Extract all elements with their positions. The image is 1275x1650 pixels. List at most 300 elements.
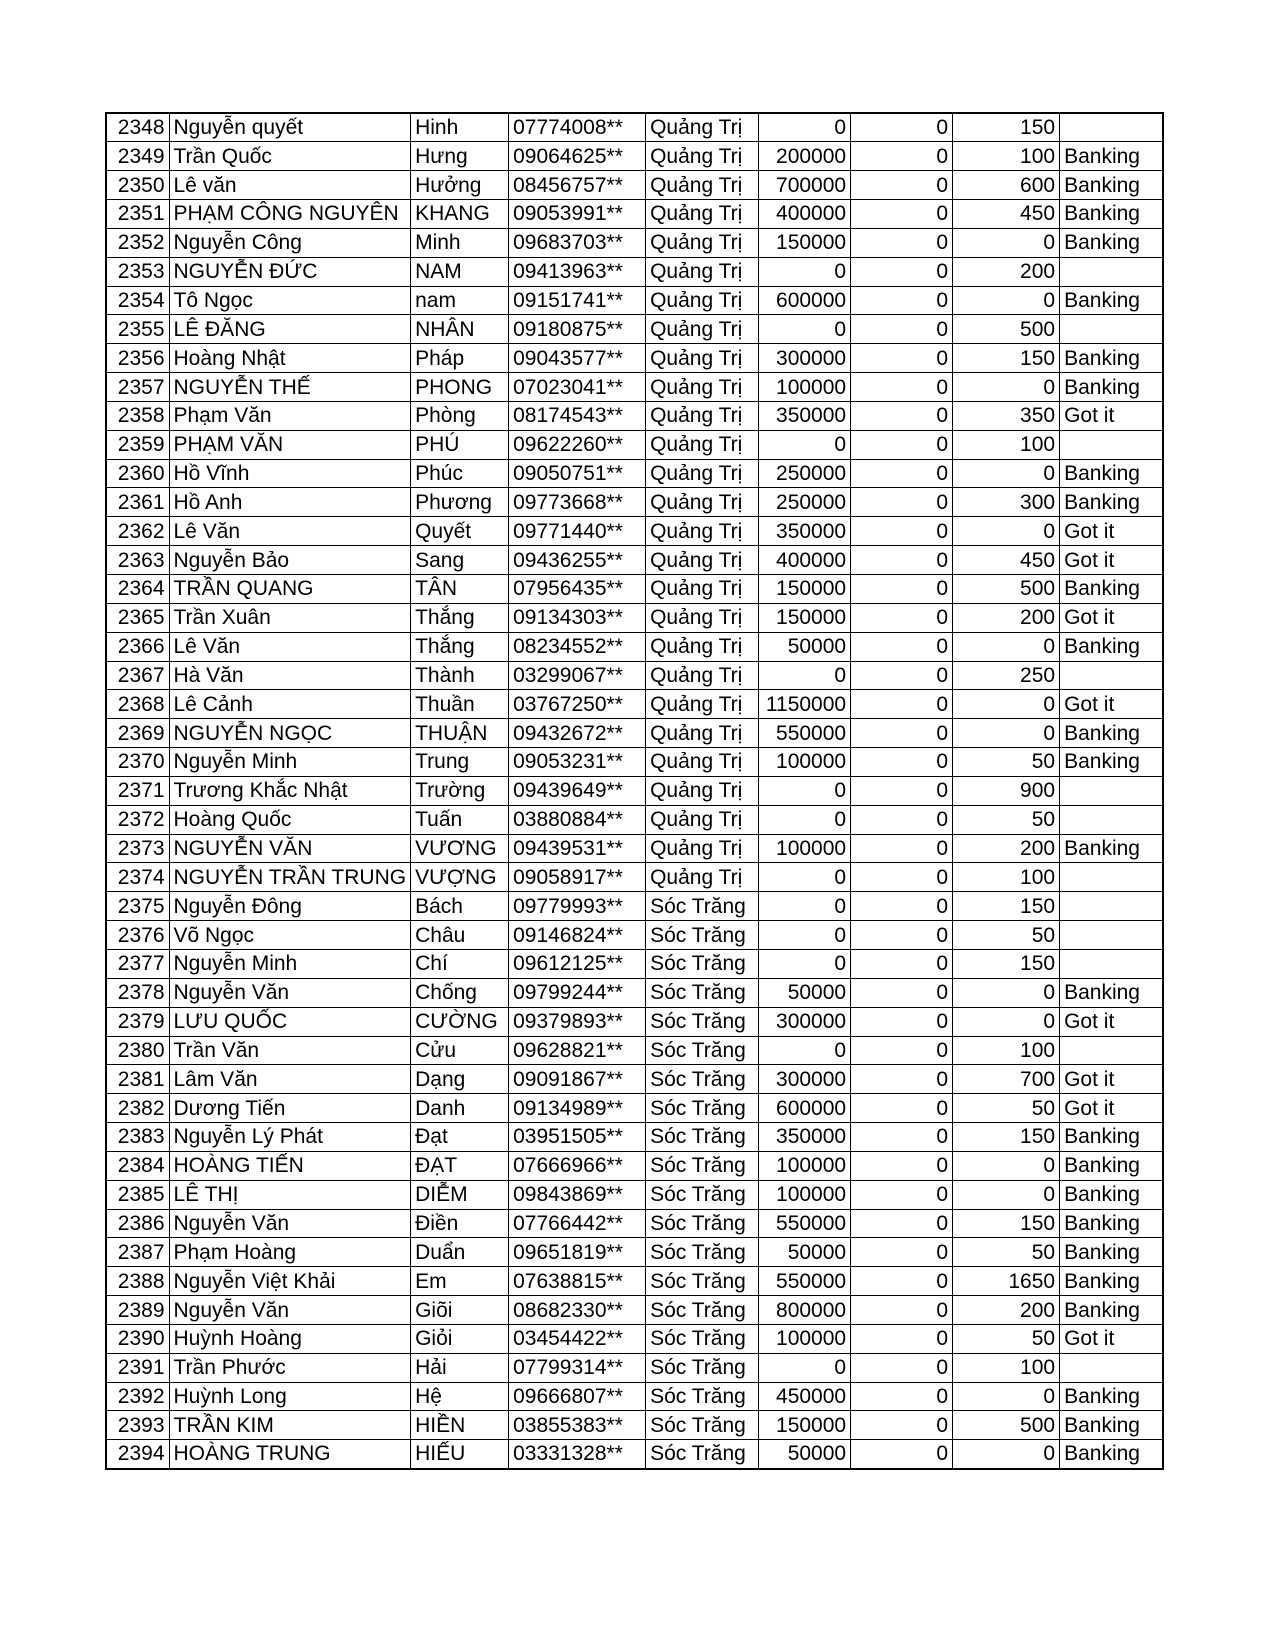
cell-given-name: NAM xyxy=(411,257,509,286)
cell-surname: Lê Văn xyxy=(169,517,411,546)
cell-points: 50 xyxy=(953,921,1060,950)
cell-id: 2352 xyxy=(106,228,169,257)
cell-phone: 09773668** xyxy=(509,488,646,517)
cell-points: 200 xyxy=(953,1296,1060,1325)
cell-amount: 0 xyxy=(759,776,851,805)
cell-phone: 09843869** xyxy=(509,1180,646,1209)
cell-method xyxy=(1060,1036,1163,1065)
cell-amount: 0 xyxy=(759,257,851,286)
cell-id: 2368 xyxy=(106,690,169,719)
cell-amount: 400000 xyxy=(759,200,851,229)
table-row xyxy=(106,113,1163,142)
cell-zero: 0 xyxy=(851,748,953,777)
cell-points: 0 xyxy=(953,459,1060,488)
cell-amount: 150000 xyxy=(759,575,851,604)
table-row xyxy=(106,949,1163,978)
cell-method: Got it xyxy=(1060,690,1163,719)
cell-method xyxy=(1060,1353,1163,1382)
cell-amount: 800000 xyxy=(759,1296,851,1325)
cell-province: Quảng Trị xyxy=(646,834,759,863)
table-row xyxy=(106,1007,1163,1036)
cell-surname: LÊ THỊ xyxy=(169,1180,411,1209)
cell-province: Sóc Trăng xyxy=(646,1007,759,1036)
cell-province: Sóc Trăng xyxy=(646,1296,759,1325)
cell-id: 2358 xyxy=(106,401,169,430)
cell-amount: 50000 xyxy=(759,978,851,1007)
cell-method: Got it xyxy=(1060,546,1163,575)
cell-amount: 550000 xyxy=(759,1267,851,1296)
cell-given-name: Phương xyxy=(411,488,509,517)
cell-points: 500 xyxy=(953,1411,1060,1440)
cell-zero: 0 xyxy=(851,373,953,402)
cell-method: Banking xyxy=(1060,228,1163,257)
cell-given-name: Hưng xyxy=(411,142,509,171)
cell-amount: 0 xyxy=(759,892,851,921)
cell-given-name: Phúc xyxy=(411,459,509,488)
cell-phone: 07799314** xyxy=(509,1353,646,1382)
cell-given-name: Hưởng xyxy=(411,171,509,200)
table-row xyxy=(106,1440,1163,1469)
cell-amount: 250000 xyxy=(759,488,851,517)
cell-province: Sóc Trăng xyxy=(646,978,759,1007)
cell-points: 0 xyxy=(953,978,1060,1007)
cell-province: Quảng Trị xyxy=(646,344,759,373)
cell-surname: Võ Ngọc xyxy=(169,921,411,950)
cell-surname: LÊ ĐĂNG xyxy=(169,315,411,344)
cell-surname: Huỳnh Hoàng xyxy=(169,1324,411,1353)
cell-id: 2391 xyxy=(106,1353,169,1382)
cell-id: 2390 xyxy=(106,1324,169,1353)
cell-amount: 300000 xyxy=(759,344,851,373)
cell-province: Quảng Trị xyxy=(646,546,759,575)
cell-points: 100 xyxy=(953,863,1060,892)
cell-province: Quảng Trị xyxy=(646,661,759,690)
cell-given-name: DIỄM xyxy=(411,1180,509,1209)
cell-points: 50 xyxy=(953,1094,1060,1123)
cell-surname: Trần Văn xyxy=(169,1036,411,1065)
cell-amount: 150000 xyxy=(759,603,851,632)
cell-points: 200 xyxy=(953,257,1060,286)
table-row xyxy=(106,1238,1163,1267)
cell-method xyxy=(1060,949,1163,978)
cell-zero: 0 xyxy=(851,113,953,142)
cell-method: Banking xyxy=(1060,1382,1163,1411)
table-row xyxy=(106,632,1163,661)
table-row xyxy=(106,1065,1163,1094)
cell-amount: 250000 xyxy=(759,459,851,488)
cell-zero: 0 xyxy=(851,690,953,719)
cell-given-name: Thuần xyxy=(411,690,509,719)
cell-given-name: PHONG xyxy=(411,373,509,402)
cell-surname: NGUYỄN VĂN xyxy=(169,834,411,863)
cell-given-name: Điền xyxy=(411,1209,509,1238)
cell-points: 700 xyxy=(953,1065,1060,1094)
cell-surname: Huỳnh Long xyxy=(169,1382,411,1411)
cell-method xyxy=(1060,805,1163,834)
cell-phone: 09612125** xyxy=(509,949,646,978)
cell-method: Banking xyxy=(1060,1411,1163,1440)
cell-zero: 0 xyxy=(851,661,953,690)
cell-surname: Trương Khắc Nhật xyxy=(169,776,411,805)
cell-phone: 09134303** xyxy=(509,603,646,632)
cell-zero: 0 xyxy=(851,1036,953,1065)
cell-given-name: Tuấn xyxy=(411,805,509,834)
cell-points: 0 xyxy=(953,1440,1060,1469)
cell-points: 50 xyxy=(953,748,1060,777)
cell-id: 2355 xyxy=(106,315,169,344)
table-row xyxy=(106,1324,1163,1353)
cell-zero: 0 xyxy=(851,344,953,373)
table-row xyxy=(106,661,1163,690)
cell-method: Banking xyxy=(1060,748,1163,777)
cell-province: Quảng Trị xyxy=(646,719,759,748)
cell-surname: TRẦN QUANG xyxy=(169,575,411,604)
cell-province: Sóc Trăng xyxy=(646,1151,759,1180)
cell-given-name: Sang xyxy=(411,546,509,575)
table-row xyxy=(106,171,1163,200)
cell-surname: Trần Phước xyxy=(169,1353,411,1382)
cell-surname: Hồ Vĩnh xyxy=(169,459,411,488)
cell-province: Quảng Trị xyxy=(646,459,759,488)
table-row xyxy=(106,430,1163,459)
cell-given-name: ĐẠT xyxy=(411,1151,509,1180)
table-row xyxy=(106,1353,1163,1382)
cell-zero: 0 xyxy=(851,1324,953,1353)
cell-given-name: Phòng xyxy=(411,401,509,430)
cell-amount: 0 xyxy=(759,113,851,142)
cell-given-name: CƯỜNG xyxy=(411,1007,509,1036)
cell-zero: 0 xyxy=(851,921,953,950)
cell-province: Quảng Trị xyxy=(646,142,759,171)
cell-province: Quảng Trị xyxy=(646,748,759,777)
table-row xyxy=(106,488,1163,517)
cell-phone: 09436255** xyxy=(509,546,646,575)
cell-id: 2387 xyxy=(106,1238,169,1267)
table-row xyxy=(106,892,1163,921)
cell-phone: 03951505** xyxy=(509,1123,646,1152)
cell-points: 100 xyxy=(953,142,1060,171)
table-row xyxy=(106,401,1163,430)
cell-points: 0 xyxy=(953,1382,1060,1411)
table-row xyxy=(106,1267,1163,1296)
cell-zero: 0 xyxy=(851,863,953,892)
cell-given-name: Dạng xyxy=(411,1065,509,1094)
cell-surname: Nguyễn quyết xyxy=(169,113,411,142)
cell-method xyxy=(1060,661,1163,690)
cell-points: 0 xyxy=(953,286,1060,315)
cell-phone: 03855383** xyxy=(509,1411,646,1440)
cell-given-name: PHÚ xyxy=(411,430,509,459)
cell-zero: 0 xyxy=(851,286,953,315)
cell-points: 1650 xyxy=(953,1267,1060,1296)
cell-amount: 100000 xyxy=(759,748,851,777)
cell-points: 0 xyxy=(953,632,1060,661)
table-row xyxy=(106,1411,1163,1440)
cell-id: 2374 xyxy=(106,863,169,892)
cell-surname: Nguyễn Việt Khải xyxy=(169,1267,411,1296)
cell-surname: Nguyễn Văn xyxy=(169,1209,411,1238)
cell-method: Banking xyxy=(1060,1209,1163,1238)
table-row xyxy=(106,315,1163,344)
cell-province: Quảng Trị xyxy=(646,430,759,459)
cell-id: 2356 xyxy=(106,344,169,373)
cell-phone: 07666966** xyxy=(509,1151,646,1180)
cell-id: 2394 xyxy=(106,1440,169,1469)
cell-method: Banking xyxy=(1060,488,1163,517)
cell-zero: 0 xyxy=(851,142,953,171)
table-row xyxy=(106,719,1163,748)
cell-zero: 0 xyxy=(851,1296,953,1325)
cell-province: Quảng Trị xyxy=(646,603,759,632)
cell-id: 2382 xyxy=(106,1094,169,1123)
cell-method: Banking xyxy=(1060,1123,1163,1152)
cell-province: Quảng Trị xyxy=(646,286,759,315)
cell-province: Sóc Trăng xyxy=(646,1094,759,1123)
cell-id: 2351 xyxy=(106,200,169,229)
cell-given-name: NHÂN xyxy=(411,315,509,344)
cell-method: Banking xyxy=(1060,632,1163,661)
cell-given-name: nam xyxy=(411,286,509,315)
cell-amount: 350000 xyxy=(759,517,851,546)
cell-amount: 350000 xyxy=(759,401,851,430)
cell-id: 2388 xyxy=(106,1267,169,1296)
cell-id: 2371 xyxy=(106,776,169,805)
cell-given-name: Danh xyxy=(411,1094,509,1123)
cell-phone: 09651819** xyxy=(509,1238,646,1267)
cell-id: 2369 xyxy=(106,719,169,748)
cell-phone: 07638815** xyxy=(509,1267,646,1296)
cell-province: Sóc Trăng xyxy=(646,1382,759,1411)
cell-phone: 09779993** xyxy=(509,892,646,921)
cell-points: 250 xyxy=(953,661,1060,690)
cell-province: Sóc Trăng xyxy=(646,1440,759,1469)
cell-points: 200 xyxy=(953,834,1060,863)
cell-method: Banking xyxy=(1060,978,1163,1007)
cell-method: Banking xyxy=(1060,719,1163,748)
table-row xyxy=(106,1180,1163,1209)
cell-surname: LƯU QUỐC xyxy=(169,1007,411,1036)
table-row xyxy=(106,459,1163,488)
cell-province: Quảng Trị xyxy=(646,863,759,892)
cell-method: Banking xyxy=(1060,344,1163,373)
table-row xyxy=(106,748,1163,777)
cell-zero: 0 xyxy=(851,546,953,575)
cell-points: 100 xyxy=(953,1036,1060,1065)
cell-zero: 0 xyxy=(851,1267,953,1296)
cell-zero: 0 xyxy=(851,171,953,200)
cell-points: 0 xyxy=(953,719,1060,748)
cell-surname: Hà Văn xyxy=(169,661,411,690)
cell-amount: 0 xyxy=(759,1353,851,1382)
cell-id: 2366 xyxy=(106,632,169,661)
cell-province: Sóc Trăng xyxy=(646,1324,759,1353)
cell-phone: 09622260** xyxy=(509,430,646,459)
cell-phone: 09683703** xyxy=(509,228,646,257)
cell-phone: 09146824** xyxy=(509,921,646,950)
cell-given-name: Thắng xyxy=(411,632,509,661)
cell-points: 150 xyxy=(953,113,1060,142)
cell-id: 2384 xyxy=(106,1151,169,1180)
cell-amount: 400000 xyxy=(759,546,851,575)
cell-method: Got it xyxy=(1060,1094,1163,1123)
cell-phone: 09091867** xyxy=(509,1065,646,1094)
cell-province: Sóc Trăng xyxy=(646,1036,759,1065)
cell-phone: 09180875** xyxy=(509,315,646,344)
cell-phone: 09053231** xyxy=(509,748,646,777)
table-row xyxy=(106,1036,1163,1065)
cell-surname: Lê Cảnh xyxy=(169,690,411,719)
cell-points: 900 xyxy=(953,776,1060,805)
cell-method: Banking xyxy=(1060,1180,1163,1209)
cell-province: Quảng Trị xyxy=(646,690,759,719)
table-row xyxy=(106,373,1163,402)
cell-method: Banking xyxy=(1060,200,1163,229)
cell-phone: 03299067** xyxy=(509,661,646,690)
cell-given-name: Bách xyxy=(411,892,509,921)
cell-surname: Hồ Anh xyxy=(169,488,411,517)
cell-method: Banking xyxy=(1060,171,1163,200)
cell-phone: 09058917** xyxy=(509,863,646,892)
cell-province: Sóc Trăng xyxy=(646,1065,759,1094)
cell-zero: 0 xyxy=(851,776,953,805)
table-row xyxy=(106,603,1163,632)
cell-points: 0 xyxy=(953,1007,1060,1036)
cell-amount: 200000 xyxy=(759,142,851,171)
cell-surname: Nguyễn Bảo xyxy=(169,546,411,575)
cell-id: 2372 xyxy=(106,805,169,834)
cell-surname: Trần Xuân xyxy=(169,603,411,632)
cell-surname: Lê Văn xyxy=(169,632,411,661)
cell-given-name: VƯƠNG xyxy=(411,834,509,863)
cell-phone: 09432672** xyxy=(509,719,646,748)
cell-points: 150 xyxy=(953,1123,1060,1152)
cell-points: 0 xyxy=(953,228,1060,257)
cell-given-name: Giỏi xyxy=(411,1324,509,1353)
cell-phone: 09628821** xyxy=(509,1036,646,1065)
cell-province: Quảng Trị xyxy=(646,632,759,661)
cell-given-name: Đạt xyxy=(411,1123,509,1152)
cell-province: Sóc Trăng xyxy=(646,1411,759,1440)
cell-method xyxy=(1060,863,1163,892)
cell-given-name: Duẩn xyxy=(411,1238,509,1267)
cell-id: 2364 xyxy=(106,575,169,604)
cell-points: 100 xyxy=(953,430,1060,459)
cell-amount: 350000 xyxy=(759,1123,851,1152)
cell-id: 2354 xyxy=(106,286,169,315)
cell-province: Quảng Trị xyxy=(646,401,759,430)
cell-zero: 0 xyxy=(851,1209,953,1238)
cell-zero: 0 xyxy=(851,200,953,229)
table-row xyxy=(106,1094,1163,1123)
cell-province: Quảng Trị xyxy=(646,776,759,805)
table-row xyxy=(106,921,1163,950)
table-row xyxy=(106,546,1163,575)
cell-method: Banking xyxy=(1060,1151,1163,1180)
table-row xyxy=(106,200,1163,229)
cell-method xyxy=(1060,113,1163,142)
cell-zero: 0 xyxy=(851,892,953,921)
cell-surname: HOÀNG TIẾN xyxy=(169,1151,411,1180)
cell-points: 50 xyxy=(953,1238,1060,1267)
cell-points: 150 xyxy=(953,1209,1060,1238)
cell-amount: 0 xyxy=(759,863,851,892)
cell-points: 150 xyxy=(953,344,1060,373)
cell-surname: Nguyễn Văn xyxy=(169,978,411,1007)
cell-amount: 0 xyxy=(759,949,851,978)
table-row xyxy=(106,1382,1163,1411)
cell-method: Banking xyxy=(1060,1238,1163,1267)
cell-phone: 07023041** xyxy=(509,373,646,402)
cell-phone: 03767250** xyxy=(509,690,646,719)
cell-amount: 550000 xyxy=(759,1209,851,1238)
cell-amount: 0 xyxy=(759,1036,851,1065)
cell-zero: 0 xyxy=(851,1353,953,1382)
cell-id: 2360 xyxy=(106,459,169,488)
cell-method: Banking xyxy=(1060,1440,1163,1469)
cell-province: Sóc Trăng xyxy=(646,921,759,950)
cell-method xyxy=(1060,315,1163,344)
table-row xyxy=(106,1296,1163,1325)
table-row xyxy=(106,1123,1163,1152)
cell-phone: 07766442** xyxy=(509,1209,646,1238)
cell-id: 2379 xyxy=(106,1007,169,1036)
cell-method: Banking xyxy=(1060,373,1163,402)
cell-points: 0 xyxy=(953,1180,1060,1209)
table-row xyxy=(106,142,1163,171)
cell-zero: 0 xyxy=(851,430,953,459)
cell-id: 2365 xyxy=(106,603,169,632)
cell-zero: 0 xyxy=(851,1065,953,1094)
cell-surname: NGUYỄN NGỌC xyxy=(169,719,411,748)
cell-id: 2349 xyxy=(106,142,169,171)
cell-given-name: VƯỢNG xyxy=(411,863,509,892)
cell-method xyxy=(1060,892,1163,921)
cell-phone: 08456757** xyxy=(509,171,646,200)
cell-province: Sóc Trăng xyxy=(646,892,759,921)
table-row xyxy=(106,776,1163,805)
cell-surname: NGUYỄN TRẦN TRUNG xyxy=(169,863,411,892)
cell-phone: 08174543** xyxy=(509,401,646,430)
table-row xyxy=(106,344,1163,373)
cell-method: Got it xyxy=(1060,517,1163,546)
cell-province: Sóc Trăng xyxy=(646,1238,759,1267)
cell-amount: 300000 xyxy=(759,1065,851,1094)
cell-method: Got it xyxy=(1060,1324,1163,1353)
cell-given-name: Trung xyxy=(411,748,509,777)
cell-method: Got it xyxy=(1060,1007,1163,1036)
cell-amount: 700000 xyxy=(759,171,851,200)
cell-amount: 50000 xyxy=(759,632,851,661)
cell-surname: Nguyễn Công xyxy=(169,228,411,257)
cell-given-name: HIỀN xyxy=(411,1411,509,1440)
cell-province: Quảng Trị xyxy=(646,517,759,546)
cell-phone: 03454422** xyxy=(509,1324,646,1353)
cell-surname: Lê văn xyxy=(169,171,411,200)
cell-zero: 0 xyxy=(851,1440,953,1469)
cell-surname: Dương Tiến xyxy=(169,1094,411,1123)
cell-id: 2353 xyxy=(106,257,169,286)
table-row xyxy=(106,834,1163,863)
cell-phone: 03331328** xyxy=(509,1440,646,1469)
cell-points: 450 xyxy=(953,546,1060,575)
cell-points: 0 xyxy=(953,373,1060,402)
cell-amount: 300000 xyxy=(759,1007,851,1036)
cell-zero: 0 xyxy=(851,401,953,430)
cell-zero: 0 xyxy=(851,834,953,863)
cell-given-name: Hệ xyxy=(411,1382,509,1411)
cell-method: Banking xyxy=(1060,575,1163,604)
cell-amount: 0 xyxy=(759,805,851,834)
